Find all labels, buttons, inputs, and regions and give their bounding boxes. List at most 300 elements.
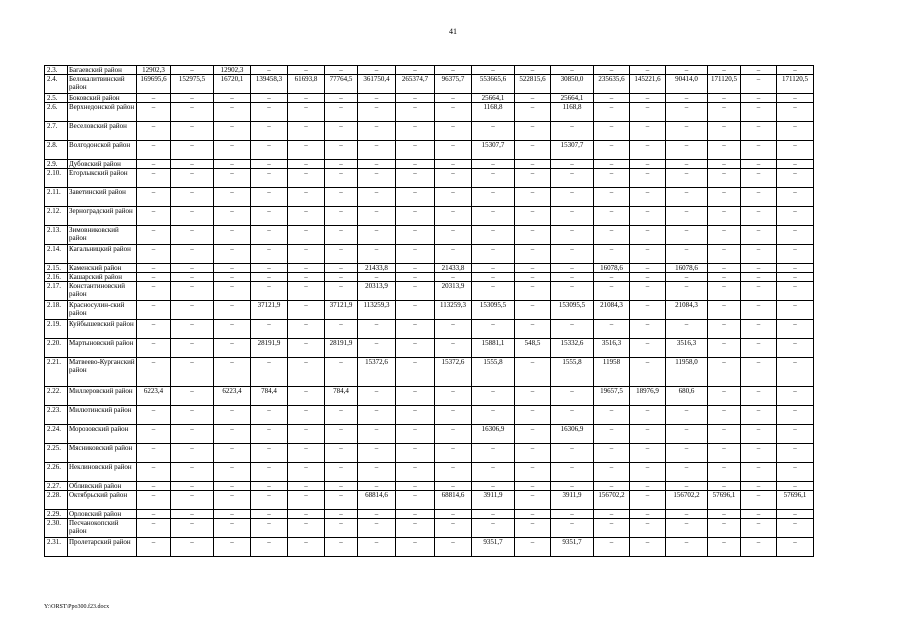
value-cell: – xyxy=(396,141,435,160)
value-cell: – xyxy=(594,245,630,264)
value-cell: – xyxy=(666,66,708,75)
value-cell: – xyxy=(666,444,708,463)
value-cell: – xyxy=(396,282,435,301)
value-cell: – xyxy=(472,273,515,282)
value-cell: – xyxy=(666,282,708,301)
table-row xyxy=(45,169,814,188)
value-cell: – xyxy=(171,94,214,103)
value-cell: 16078,6 xyxy=(594,264,630,273)
value-cell: – xyxy=(630,406,666,425)
value-cell: – xyxy=(171,122,214,141)
value-cell: – xyxy=(777,103,814,122)
value-cell: – xyxy=(288,141,325,160)
value-cell: – xyxy=(472,245,515,264)
row-number: 2.24. xyxy=(45,425,68,444)
value-cell: – xyxy=(630,94,666,103)
value-cell: – xyxy=(741,482,777,491)
value-cell: – xyxy=(741,491,777,510)
value-cell: 171120,5 xyxy=(708,75,741,94)
value-cell: – xyxy=(472,122,515,141)
value-cell: 20313,9 xyxy=(358,282,396,301)
value-cell: – xyxy=(358,94,396,103)
table-row xyxy=(45,66,814,75)
value-cell: – xyxy=(214,207,251,226)
value-cell: – xyxy=(708,482,741,491)
value-cell: – xyxy=(251,406,288,425)
value-cell: – xyxy=(741,273,777,282)
value-cell: – xyxy=(741,141,777,160)
value-cell: 361750,4 xyxy=(358,75,396,94)
value-cell: – xyxy=(396,406,435,425)
value-cell: – xyxy=(435,444,472,463)
value-cell: – xyxy=(171,103,214,122)
row-number: 2.22. xyxy=(45,387,68,406)
value-cell: – xyxy=(325,358,358,387)
value-cell: – xyxy=(708,406,741,425)
value-cell: – xyxy=(288,406,325,425)
district-name: Матвеево-Курганский район xyxy=(68,358,137,387)
value-cell: – xyxy=(137,245,171,264)
value-cell: – xyxy=(358,519,396,538)
value-cell: – xyxy=(777,320,814,339)
value-cell: – xyxy=(435,273,472,282)
value-cell: – xyxy=(171,538,214,557)
value-cell: 152975,5 xyxy=(171,75,214,94)
value-cell: – xyxy=(251,94,288,103)
value-cell: – xyxy=(515,226,551,245)
value-cell: – xyxy=(594,66,630,75)
value-cell: – xyxy=(741,94,777,103)
value-cell: – xyxy=(435,141,472,160)
row-number: 2.5. xyxy=(45,94,68,103)
value-cell: – xyxy=(214,425,251,444)
value-cell: – xyxy=(325,66,358,75)
value-cell: – xyxy=(214,122,251,141)
value-cell: – xyxy=(666,169,708,188)
value-cell: – xyxy=(358,245,396,264)
value-cell: – xyxy=(666,538,708,557)
value-cell: – xyxy=(708,188,741,207)
value-cell: – xyxy=(708,358,741,387)
district-name: Волгодонской район xyxy=(68,141,137,160)
value-cell: 90414,0 xyxy=(666,75,708,94)
value-cell: – xyxy=(435,169,472,188)
value-cell: 12902,3 xyxy=(214,66,251,75)
value-cell: – xyxy=(594,519,630,538)
value-cell: – xyxy=(358,66,396,75)
value-cell: – xyxy=(472,66,515,75)
row-number: 2.25. xyxy=(45,444,68,463)
value-cell: – xyxy=(741,320,777,339)
value-cell: – xyxy=(551,188,594,207)
value-cell: – xyxy=(214,463,251,482)
value-cell: – xyxy=(551,320,594,339)
value-cell: – xyxy=(137,444,171,463)
value-cell: – xyxy=(396,169,435,188)
value-cell: – xyxy=(358,141,396,160)
value-cell: – xyxy=(515,463,551,482)
value-cell: – xyxy=(777,444,814,463)
value-cell: 16078,6 xyxy=(666,264,708,273)
value-cell: – xyxy=(171,463,214,482)
value-cell: – xyxy=(251,538,288,557)
district-name: Красносулин-ский район xyxy=(68,301,137,320)
value-cell: – xyxy=(435,207,472,226)
value-cell: 18976,9 xyxy=(630,387,666,406)
table-row xyxy=(45,226,814,245)
value-cell: 20313,9 xyxy=(435,282,472,301)
value-cell: – xyxy=(708,510,741,519)
value-cell: – xyxy=(551,444,594,463)
value-cell: – xyxy=(630,339,666,358)
value-cell: – xyxy=(288,482,325,491)
value-cell: – xyxy=(630,320,666,339)
district-name: Егорлыкский район xyxy=(68,169,137,188)
value-cell: – xyxy=(630,358,666,387)
value-cell: – xyxy=(214,226,251,245)
table-row xyxy=(45,264,814,273)
value-cell: – xyxy=(472,510,515,519)
value-cell: – xyxy=(594,160,630,169)
value-cell: – xyxy=(741,282,777,301)
value-cell: 153095,5 xyxy=(472,301,515,320)
value-cell: – xyxy=(396,463,435,482)
value-cell: – xyxy=(171,482,214,491)
value-cell: 6223,4 xyxy=(214,387,251,406)
row-number: 2.10. xyxy=(45,169,68,188)
value-cell: – xyxy=(472,226,515,245)
value-cell: – xyxy=(171,207,214,226)
value-cell: – xyxy=(741,538,777,557)
value-cell: – xyxy=(288,339,325,358)
district-name: Октябрьский район xyxy=(68,491,137,510)
value-cell: – xyxy=(551,245,594,264)
value-cell: – xyxy=(251,425,288,444)
value-cell: – xyxy=(708,463,741,482)
value-cell: – xyxy=(396,510,435,519)
value-cell: 784,4 xyxy=(325,387,358,406)
value-cell: 1168,8 xyxy=(551,103,594,122)
value-cell: – xyxy=(515,207,551,226)
table-row xyxy=(45,141,814,160)
value-cell: – xyxy=(777,482,814,491)
value-cell: – xyxy=(472,160,515,169)
value-cell: – xyxy=(137,94,171,103)
value-cell: – xyxy=(741,358,777,387)
value-cell: – xyxy=(396,160,435,169)
value-cell: – xyxy=(594,141,630,160)
value-cell: – xyxy=(251,273,288,282)
value-cell: – xyxy=(171,169,214,188)
row-number: 2.31. xyxy=(45,538,68,557)
value-cell: – xyxy=(630,160,666,169)
value-cell: – xyxy=(708,538,741,557)
value-cell: – xyxy=(171,425,214,444)
row-number: 2.12. xyxy=(45,207,68,226)
value-cell: 153095,5 xyxy=(551,301,594,320)
value-cell: 548,5 xyxy=(515,339,551,358)
value-cell: – xyxy=(288,320,325,339)
value-cell: – xyxy=(708,103,741,122)
value-cell: – xyxy=(251,226,288,245)
value-cell: – xyxy=(708,519,741,538)
value-cell: – xyxy=(435,103,472,122)
value-cell: – xyxy=(171,273,214,282)
page-number: 41 xyxy=(449,27,457,36)
value-cell: – xyxy=(137,519,171,538)
value-cell: 16306,9 xyxy=(551,425,594,444)
value-cell: – xyxy=(515,425,551,444)
value-cell: – xyxy=(741,444,777,463)
value-cell: – xyxy=(594,510,630,519)
value-cell: 68814,6 xyxy=(435,491,472,510)
value-cell: – xyxy=(137,282,171,301)
table-row xyxy=(45,75,814,94)
value-cell: – xyxy=(214,141,251,160)
value-cell: – xyxy=(777,387,814,406)
value-cell: – xyxy=(396,387,435,406)
value-cell: – xyxy=(777,66,814,75)
value-cell: – xyxy=(214,444,251,463)
value-cell: 28191,9 xyxy=(251,339,288,358)
value-cell: – xyxy=(630,207,666,226)
value-cell: 77764,5 xyxy=(325,75,358,94)
value-cell: – xyxy=(777,538,814,557)
value-cell: – xyxy=(594,273,630,282)
value-cell: – xyxy=(515,160,551,169)
value-cell: – xyxy=(171,264,214,273)
value-cell: – xyxy=(708,282,741,301)
value-cell: – xyxy=(288,463,325,482)
value-cell: – xyxy=(630,463,666,482)
value-cell: – xyxy=(515,320,551,339)
table-row xyxy=(45,282,814,301)
value-cell: – xyxy=(515,406,551,425)
district-name: Верхнедонской район xyxy=(68,103,137,122)
value-cell: 3516,3 xyxy=(666,339,708,358)
value-cell: 171120,5 xyxy=(777,75,814,94)
value-cell: – xyxy=(171,66,214,75)
value-cell: – xyxy=(358,169,396,188)
value-cell: – xyxy=(214,282,251,301)
value-cell: – xyxy=(515,103,551,122)
table-row xyxy=(45,339,814,358)
value-cell: – xyxy=(708,444,741,463)
value-cell: – xyxy=(288,301,325,320)
value-cell: – xyxy=(708,339,741,358)
value-cell: 3911,9 xyxy=(472,491,515,510)
row-number: 2.21. xyxy=(45,358,68,387)
value-cell: – xyxy=(435,320,472,339)
value-cell: – xyxy=(777,141,814,160)
value-cell: 9351,7 xyxy=(472,538,515,557)
value-cell: 11958,0 xyxy=(666,358,708,387)
value-cell: – xyxy=(777,94,814,103)
value-cell: – xyxy=(137,482,171,491)
value-cell: – xyxy=(708,226,741,245)
value-cell: – xyxy=(515,264,551,273)
value-cell: – xyxy=(288,519,325,538)
value-cell: – xyxy=(708,425,741,444)
value-cell: – xyxy=(214,103,251,122)
row-number: 2.17. xyxy=(45,282,68,301)
value-cell: 21433,8 xyxy=(435,264,472,273)
value-cell: 37121,9 xyxy=(251,301,288,320)
table-row xyxy=(45,160,814,169)
value-cell: – xyxy=(137,160,171,169)
value-cell: – xyxy=(666,273,708,282)
value-cell: – xyxy=(435,387,472,406)
value-cell: 21433,8 xyxy=(358,264,396,273)
value-cell: – xyxy=(288,491,325,510)
value-cell: – xyxy=(325,226,358,245)
value-cell: – xyxy=(137,226,171,245)
value-cell: – xyxy=(137,141,171,160)
value-cell: – xyxy=(396,425,435,444)
value-cell: – xyxy=(515,245,551,264)
table-row xyxy=(45,519,814,538)
value-cell: – xyxy=(708,320,741,339)
value-cell: – xyxy=(594,425,630,444)
value-cell: – xyxy=(551,169,594,188)
value-cell: 145221,6 xyxy=(630,75,666,94)
value-cell: – xyxy=(630,491,666,510)
value-cell: – xyxy=(171,510,214,519)
value-cell: – xyxy=(708,264,741,273)
value-cell: – xyxy=(594,169,630,188)
district-name: Куйбышевский район xyxy=(68,320,137,339)
value-cell: – xyxy=(515,122,551,141)
value-cell: – xyxy=(435,425,472,444)
value-cell: – xyxy=(515,444,551,463)
district-name: Неклиновский район xyxy=(68,463,137,482)
value-cell: – xyxy=(741,169,777,188)
value-cell: – xyxy=(325,245,358,264)
row-number: 2.3. xyxy=(45,66,68,75)
table-row xyxy=(45,273,814,282)
value-cell: – xyxy=(708,122,741,141)
value-cell: – xyxy=(251,245,288,264)
value-cell: – xyxy=(741,122,777,141)
value-cell: – xyxy=(708,169,741,188)
value-cell: – xyxy=(630,510,666,519)
value-cell: – xyxy=(551,226,594,245)
value-cell: – xyxy=(630,482,666,491)
value-cell: – xyxy=(435,463,472,482)
table-row xyxy=(45,510,814,519)
value-cell: 3516,3 xyxy=(594,339,630,358)
value-cell: – xyxy=(251,188,288,207)
value-cell: – xyxy=(358,538,396,557)
value-cell: – xyxy=(396,519,435,538)
value-cell: – xyxy=(472,406,515,425)
value-cell: – xyxy=(288,264,325,273)
value-cell: – xyxy=(594,103,630,122)
value-cell: – xyxy=(358,482,396,491)
value-cell: – xyxy=(630,425,666,444)
value-cell: – xyxy=(171,387,214,406)
value-cell: – xyxy=(515,491,551,510)
value-cell: – xyxy=(630,245,666,264)
value-cell: – xyxy=(214,482,251,491)
value-cell: 68814,6 xyxy=(358,491,396,510)
value-cell: – xyxy=(594,188,630,207)
row-number: 2.23. xyxy=(45,406,68,425)
value-cell: – xyxy=(137,188,171,207)
value-cell: – xyxy=(288,169,325,188)
value-cell: 1168,8 xyxy=(472,103,515,122)
value-cell: – xyxy=(396,482,435,491)
table-body xyxy=(45,66,814,557)
value-cell: – xyxy=(741,226,777,245)
value-cell: – xyxy=(630,122,666,141)
value-cell: – xyxy=(171,320,214,339)
value-cell: – xyxy=(396,320,435,339)
value-cell: – xyxy=(358,339,396,358)
value-cell: 522815,6 xyxy=(515,75,551,94)
value-cell: – xyxy=(777,264,814,273)
value-cell: – xyxy=(594,207,630,226)
value-cell: – xyxy=(630,444,666,463)
footer-file-path: Y:\ORST\Ppo300.f23.docx xyxy=(44,604,110,610)
value-cell: – xyxy=(171,406,214,425)
value-cell: – xyxy=(741,160,777,169)
value-cell: – xyxy=(137,406,171,425)
value-cell: – xyxy=(741,339,777,358)
table-row xyxy=(45,103,814,122)
value-cell: – xyxy=(325,491,358,510)
value-cell: – xyxy=(472,387,515,406)
value-cell: – xyxy=(396,491,435,510)
value-cell: – xyxy=(214,301,251,320)
value-cell: – xyxy=(358,463,396,482)
value-cell: – xyxy=(708,301,741,320)
value-cell: – xyxy=(171,282,214,301)
value-cell: – xyxy=(325,207,358,226)
value-cell: – xyxy=(630,169,666,188)
value-cell: – xyxy=(630,538,666,557)
value-cell: 169695,6 xyxy=(137,75,171,94)
value-cell: – xyxy=(325,320,358,339)
value-cell: – xyxy=(214,406,251,425)
value-cell: – xyxy=(666,226,708,245)
value-cell: 61693,8 xyxy=(288,75,325,94)
value-cell: – xyxy=(515,358,551,387)
value-cell: – xyxy=(777,406,814,425)
row-number: 2.16. xyxy=(45,273,68,282)
value-cell: 553665,6 xyxy=(472,75,515,94)
value-cell: – xyxy=(358,188,396,207)
value-cell: – xyxy=(594,406,630,425)
value-cell: – xyxy=(741,387,777,406)
value-cell: 113259,3 xyxy=(435,301,472,320)
value-cell: – xyxy=(214,273,251,282)
value-cell: – xyxy=(288,188,325,207)
value-cell: – xyxy=(325,406,358,425)
value-cell: – xyxy=(288,207,325,226)
value-cell: – xyxy=(435,188,472,207)
value-cell: – xyxy=(396,122,435,141)
value-cell: – xyxy=(666,320,708,339)
value-cell: – xyxy=(288,66,325,75)
value-cell: – xyxy=(435,482,472,491)
value-cell: – xyxy=(777,463,814,482)
value-cell: – xyxy=(288,444,325,463)
value-cell: 139458,3 xyxy=(251,75,288,94)
district-name: Кагальницкий район xyxy=(68,245,137,264)
value-cell: – xyxy=(358,207,396,226)
row-number: 2.30. xyxy=(45,519,68,538)
